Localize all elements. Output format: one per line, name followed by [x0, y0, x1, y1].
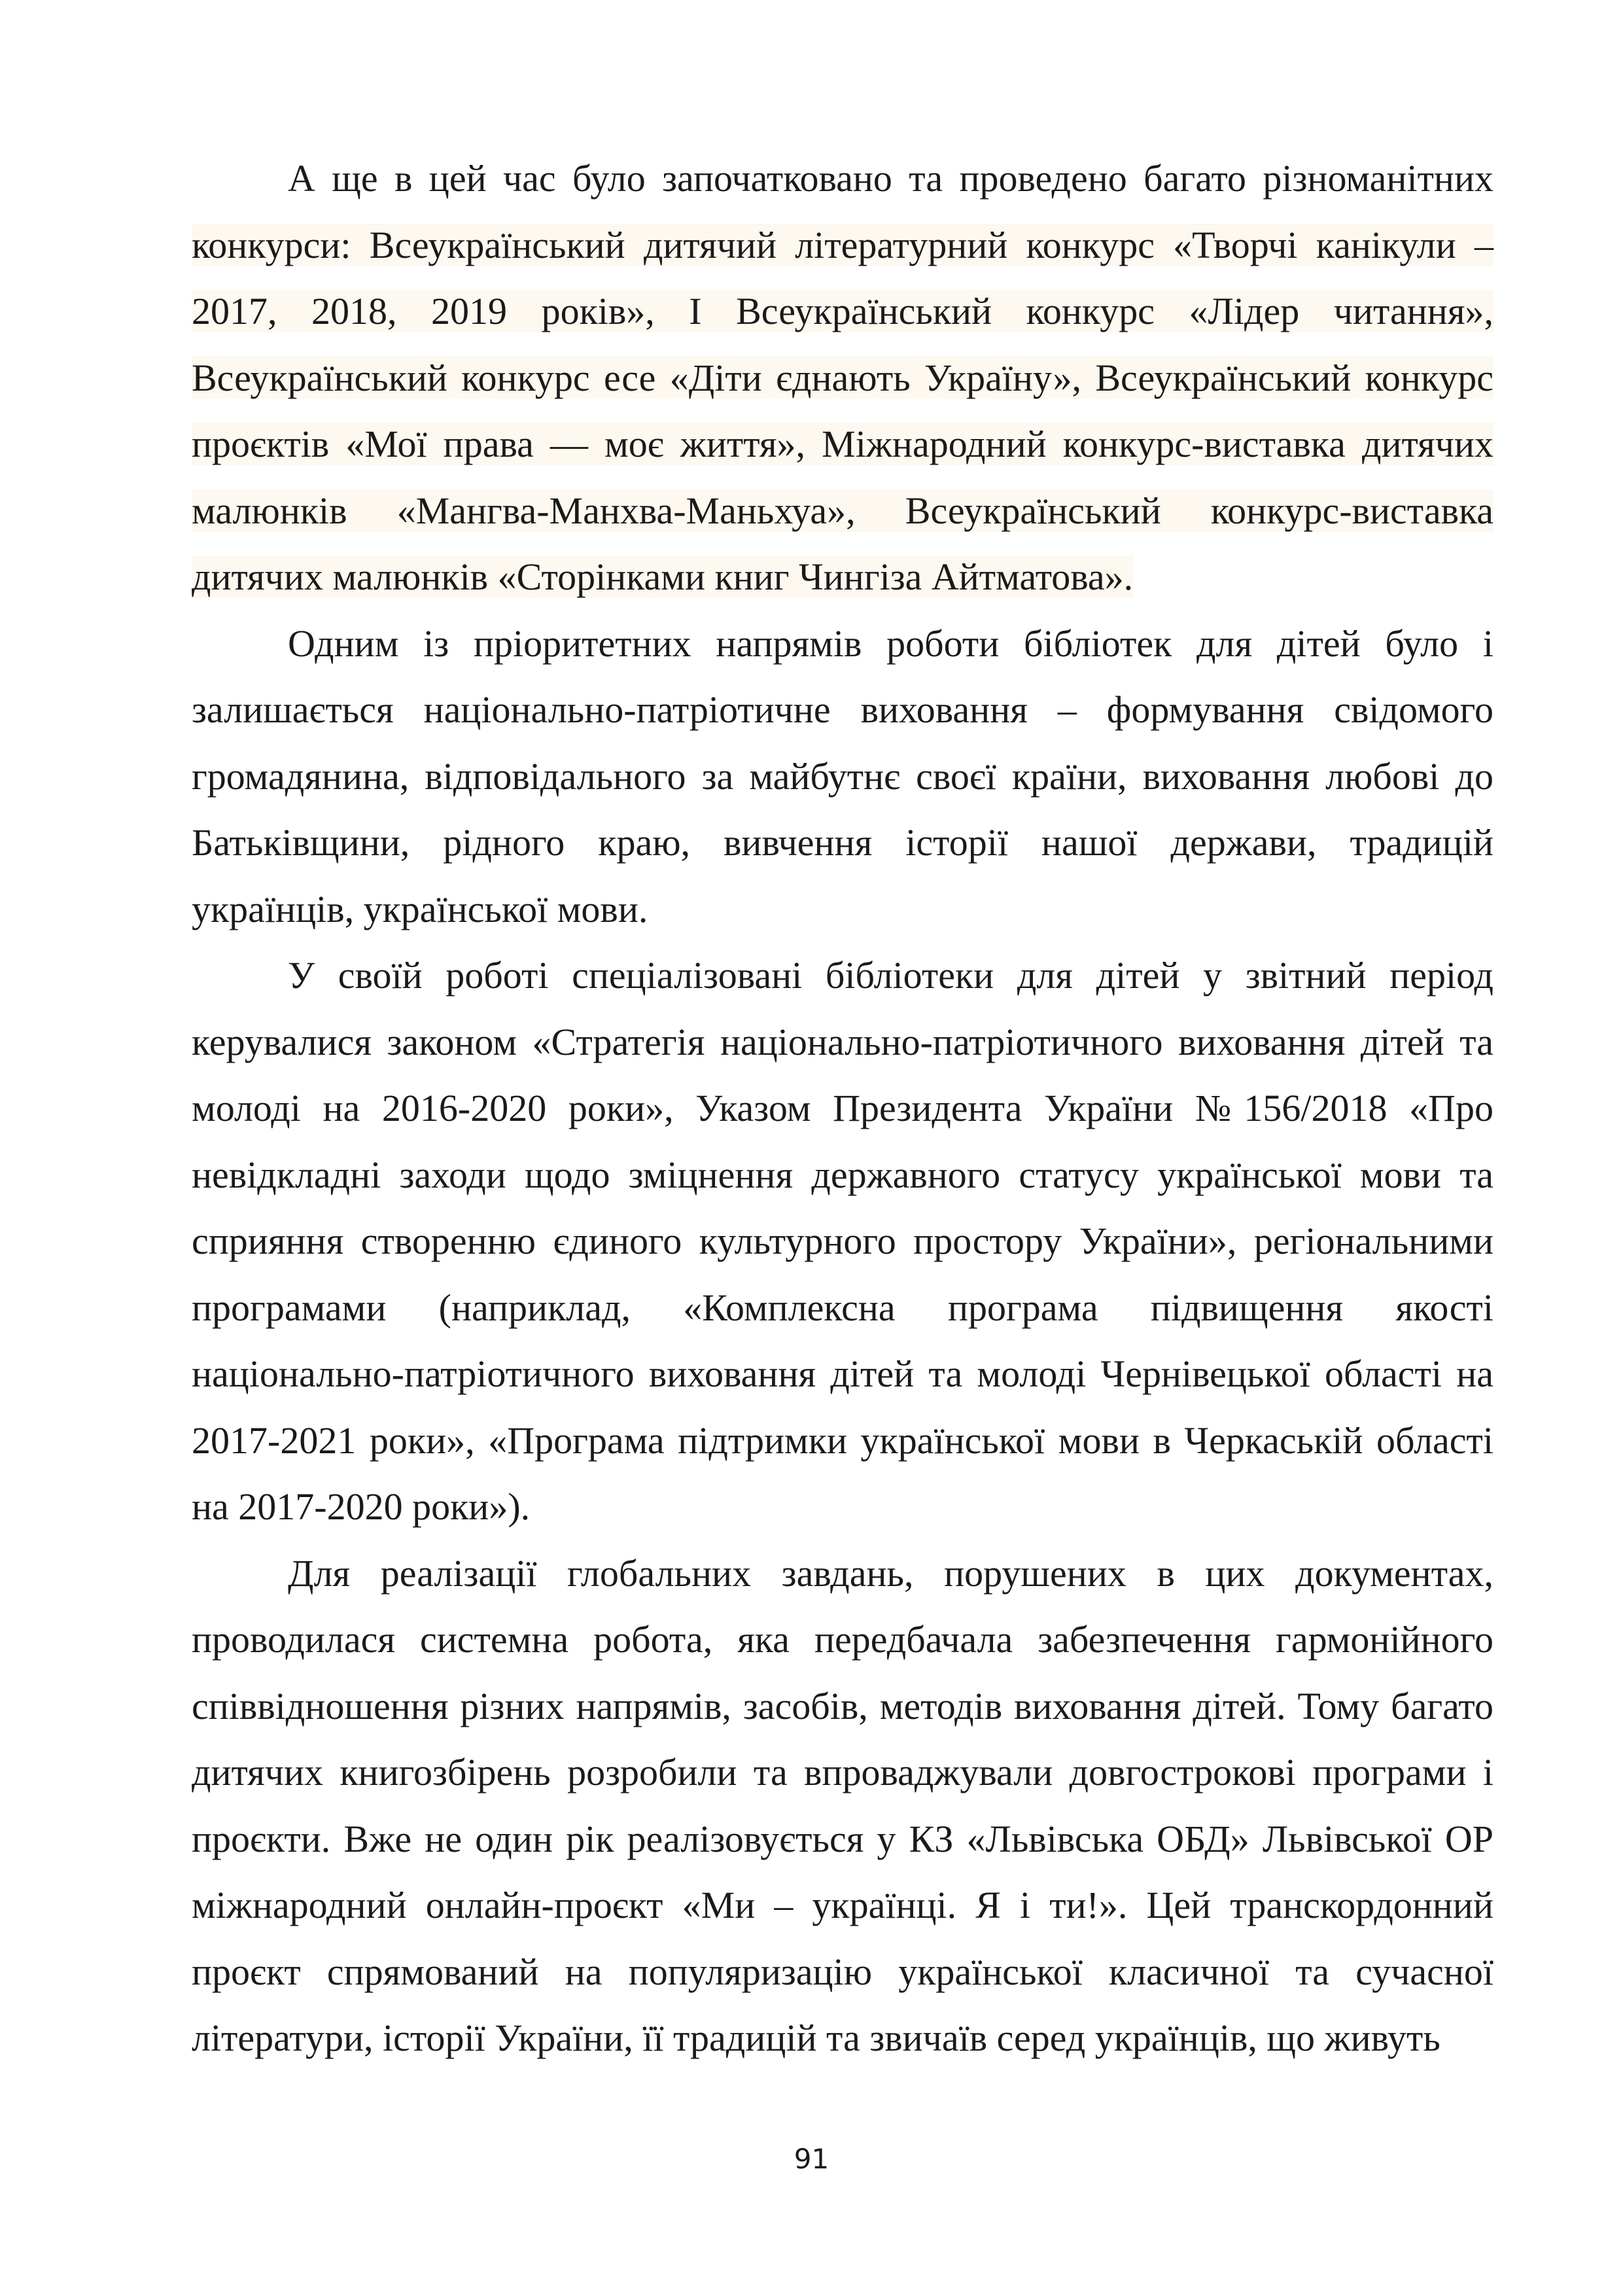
body-text: [192, 145, 1493, 2072]
paragraph-legal-basis: У своїй роботі спеціалізовані бібліотеки для дітей у звітний період керувалися законом «Стратегія національно-патріотичного виховання дітей та молоді на 2016-2020 роки», Указом Президента України №156/2018 «Про невідкладні заходи щодо зміцнення державного статусу української мови та сприяння створенню єдиного культурного простору України», регіональними програмами (наприклад, «Комплексна програма підвищення якості національно-патріотичного виховання дітей та молоді Чернівецької області на 2017-2021 роки», «Програма підтримки української мови в Черкаській області на 2017-2020 роки»).: [192, 954, 1493, 1528]
paragraph-contests: [192, 145, 1493, 610]
page-number: 91: [794, 2143, 829, 2175]
paragraph-patriotic-education: Одним із пріоритетних напрямів роботи бібліотек для дітей було і залишається національно-патріотичне виховання – формування свідомого громадянина, відповідального за майбутнє своєї країни, виховання любові до Батьківщини, рідного краю, вивчення історії нашої держави, традицій українців, української мови.: [192, 622, 1493, 930]
paragraph-contests-highlighted: конкурси: Всеукраїнський дитячий літературний конкурс «Творчі канікули – 2017, 2018, 2019 років», І Всеукраїнський конкурс «Лідер читання», Всеукраїнський конкурс есе «Діти єднають Україну», Всеукраїнський конкурс проєктів «Мої права — моє життя», Міжнародний конкурс-виставка дитячих малюнків «Мангва-Манхва-Маньхуа», Всеукраїнський конкурс-виставка дитячих малюнків «Сторінками книг Чингіза Айтматова».: [192, 223, 1493, 598]
paragraph-contests-intro: А ще в цей час було започатковано та проведено багато різноманітних: [288, 157, 1493, 200]
paragraph-programs: Для реалізації глобальних завдань, порушених в цих документах, проводилася системна робота, яка передбачала забезпечення гармонійного співвідношення різних напрямів, засобів, методів виховання дітей. Тому багато дитячих книгозбірень розробили та впроваджували довгострокові програми і проєкти. Вже не один рік реалізовується у КЗ «Львівська ОБД» Львівської ОР міжнародний онлайн-проєкт «Ми – українці. Я і ти!». Цей транскордонний проєкт спрямований на популяризацію української класичної та сучасної літератури, історії України, її традицій та звичаїв серед українців, що живуть: [192, 1551, 1493, 2059]
